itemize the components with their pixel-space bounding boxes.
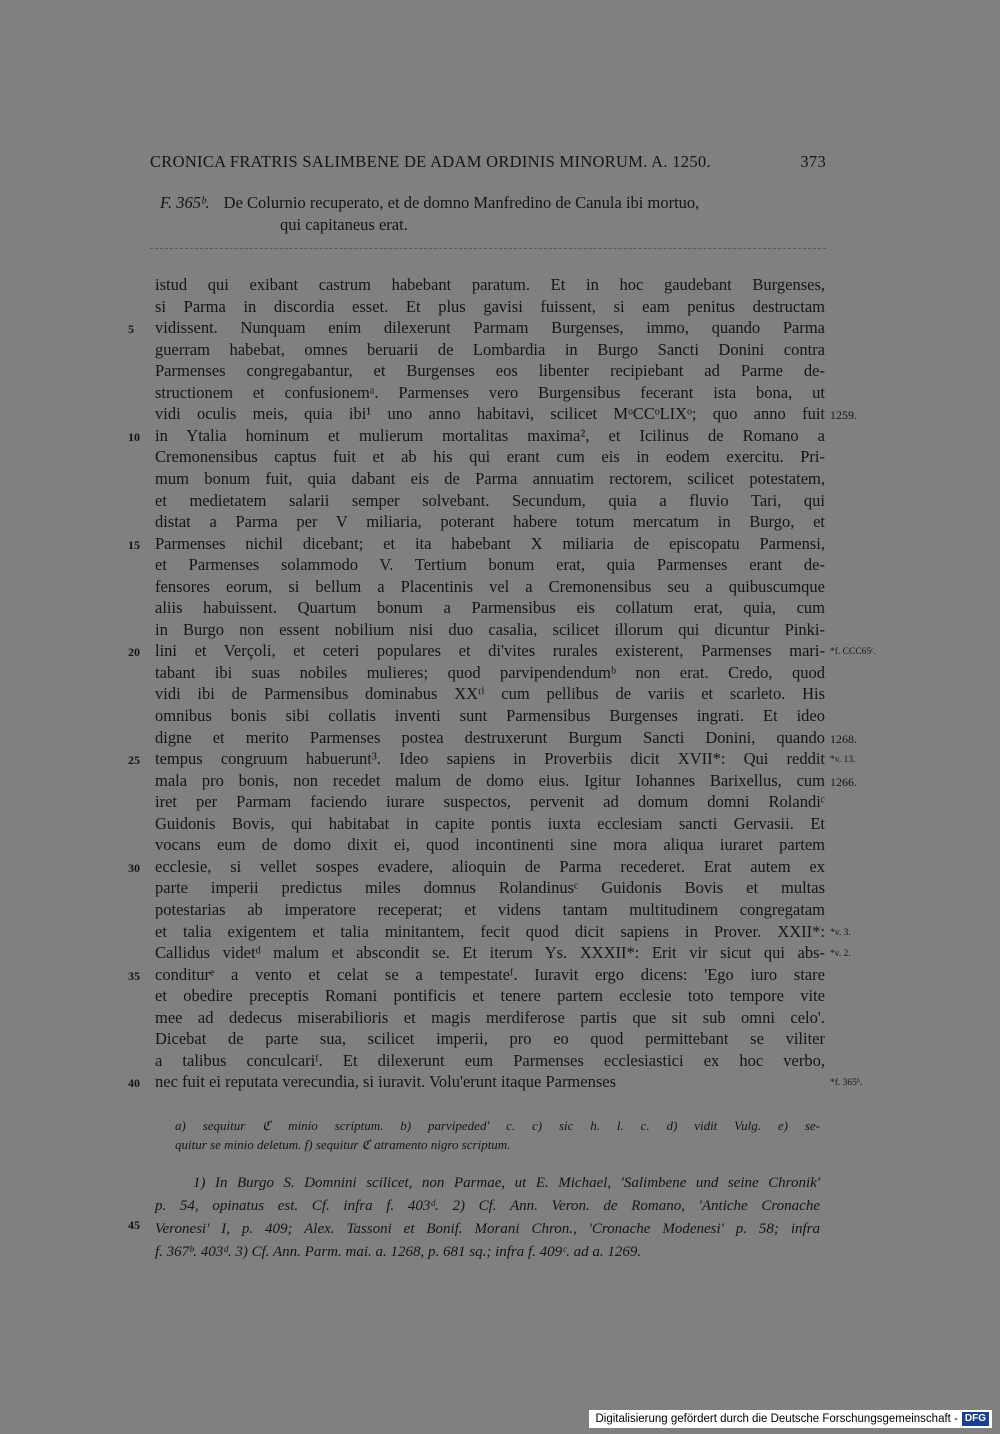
chapter-title-line-2: qui capitaneus erat. <box>280 215 408 234</box>
dfg-logo-icon: DFG <box>962 1412 989 1426</box>
text-line: a talibus conculcariᶠ. Et dilexerunt eum Parmenses ecclesiastici ex hoc verbo, <box>155 1050 825 1070</box>
text-line: Parmenses congregabantur, et Burgenses eos libenter recipiebant ad Parme de- <box>155 361 825 381</box>
text-line: ecclesie, si vellet sospes evadere, alioquin de Parma recederet. Erat autem ex <box>155 856 825 876</box>
text-line: digne et merito Parmenses postea destruxerunt Burgum Sancti Donini, quando <box>155 727 825 747</box>
text-line: iret per Parmam faciendo iurare suspectos, pervenit ad domum domni Rolandiᶜ <box>155 792 825 812</box>
text-line: si Parma in discordia esset. Et plus gavisi fuissent, si eam penitus destructam <box>155 296 825 316</box>
chapter-heading <box>160 192 826 236</box>
text-line: Guidonis Bovis, qui habitabat in capite pontis iuxta ecclesiam sancti Gervasii. Et <box>155 813 825 833</box>
text-line: vocans eum de domo dixit ei, quod incontinenti sine mora aliqua iuraret partem <box>155 835 825 855</box>
margin-note: *f. 365ᵇ. <box>830 1078 863 1089</box>
margin-note: 1268. <box>830 731 857 746</box>
text-line: et talia exigentem et talia minitantem, fecit quod dicit sapiens in Prover. XXII*: <box>155 921 825 941</box>
running-header <box>150 152 826 172</box>
footnote-line-number: 45 <box>128 1218 140 1232</box>
text-line: potestarias ab imperatore receperat; et videns tantam multitudinem congregatam <box>155 899 825 919</box>
folio-reference: F. 365ᵇ. <box>160 193 210 212</box>
footnote-line: 1) In Burgo S. Domnini scilicet, non Parmae, ut E. Michael, 'Salimbene und seine Chronik' <box>193 1175 820 1191</box>
footnote-line: p. 54, opinatus est. Cf. infra f. 403ᵈ. 2) Cf. Ann. Veron. de Romano, 'Antiche Cronache <box>155 1198 820 1214</box>
text-line: tabant ibi suas nobiles mulieres; quod parvipendendumᵇ non erat. Credo, quod <box>155 662 825 682</box>
apparatus-line: quitur se minio deletum. f) sequitur ℭ atramento nigro scriptum. <box>175 1137 511 1152</box>
text-line: et Parmenses solammodo V. Tertium bonum erat, quia Parmenses erant de- <box>155 555 825 575</box>
text-line: Callidus videtᵈ malum et abscondit se. Et iterum Ys. XXXII*: Erit vir sicut qui abs- <box>155 943 825 963</box>
text-line: structionem et confusionemᵃ. Parmenses vero Burgensibus fecerant ista bona, ut <box>155 382 825 402</box>
chapter-title-line-1: De Colurnio recuperato, et de domno Manfredino de Canula ibi mortuo, <box>223 193 700 212</box>
line-number: 20 <box>128 645 140 660</box>
digitization-credit <box>589 1410 992 1428</box>
text-line: tempus congruum habuerunt³. Ideo sapiens in Proverbiis dicit XVII*: Qui reddit <box>155 749 825 769</box>
text-line: et obedire preceptis Romani pontificis et tenere partem ecclesie toto tempore vite <box>155 986 825 1006</box>
page-number: 373 <box>800 152 826 171</box>
text-line: mee ad dedecus miserabilioris et magis merdiferose partis que sit sub omni celo'. <box>155 1007 825 1027</box>
line-number: 40 <box>128 1076 140 1091</box>
section-divider <box>150 248 826 249</box>
margin-note: *f. CCC65ᶜ. <box>830 647 876 658</box>
line-number: 30 <box>128 860 140 875</box>
line-number: 5 <box>128 322 134 337</box>
critical-apparatus <box>175 1116 820 1154</box>
margin-note: 1266. <box>830 774 857 789</box>
running-title: CRONICA FRATRIS SALIMBENE DE ADAM ORDINIS MINORUM. A. 1250. <box>150 152 711 171</box>
margin-note: *v. 13. <box>830 755 856 766</box>
text-line: vidi oculis meis, quia ibi¹ uno anno habitavi, scilicet MᵒCCᵒLIXᵒ; quo anno fuit <box>155 404 825 424</box>
text-line: Dicebat de parte sua, scilicet imperii, pro eo quod permittebant se viliter <box>155 1029 825 1049</box>
margin-note: *v. 2. <box>830 949 851 960</box>
text-line: nec fuit ei reputata verecundia, si iuravit. Volu'erunt itaque Parmenses <box>155 1072 617 1092</box>
credit-text: Digitalisierung gefördert durch die Deutsche Forschungsgemeinschaft - <box>595 1413 958 1425</box>
footnote-line: Veronesi' I, p. 409; Alex. Tassoni et Bonif. Morani Chron., 'Cronache Modenesi' p. 58; infra <box>155 1221 820 1237</box>
text-line: vidi ibi de Parmensibus dominabus XXᵗⁱ cum pellibus de variis et scarleto. His <box>155 684 825 704</box>
text-line: in Ytalia hominum et mulierum mortalitas maxima², et Icilinus de Romano a <box>155 425 825 445</box>
line-number: 25 <box>128 753 140 768</box>
text-line: in Burgo non essent nobilium nisi duo casalia, scilicet illorum qui dicuntur Pinki- <box>155 619 825 639</box>
text-line: Cremonensibus captus fuit et ab his qui erant cum eis in eodem exercitu. Pri- <box>155 447 825 467</box>
apparatus-line: a) sequitur ℭ minio scriptum. b) parvipeded' c. c) sic h. l. c. d) vidit Vulg. e) se- <box>175 1118 820 1133</box>
text-line: lini et Verçoli, et ceteri populares et di'vites rurales existerent, Parmenses mari- <box>155 641 825 661</box>
text-line: istud qui exibant castrum habebant paratum. Et in hoc gaudebant Burgenses, <box>155 275 825 294</box>
footnotes <box>155 1172 820 1264</box>
footnote-line: f. 367ᵇ. 403ᵈ. 3) Cf. Ann. Parm. mai. a. 1268, p. 681 sq.; infra f. 409ᶜ. ad a. 1269. <box>155 1244 642 1260</box>
line-number: 10 <box>128 429 140 444</box>
text-line: conditurᵉ a vento et celat se a tempestateᶠ. Iuravit ergo dicens: 'Ego iuro stare <box>155 964 825 984</box>
text-line: mum bonum fuit, quia dabant eis de Parma annuatim rectorem, scilicet potestatem, <box>155 468 825 488</box>
text-line: omnibus bonis sibi collatis inventi sunt Parmensibus Burgenses ingrati. Et ideo <box>155 706 825 725</box>
text-line: et medietatem salarii semper solvebant. Secundum, quia a fluvio Tari, qui <box>155 490 825 510</box>
text-line: Parmenses nichil dicebant; et ita habebant X miliaria de episcopatu Parmensi, <box>155 533 825 553</box>
text-line: parte imperii predictus miles domnus Rolandinusᶜ Guidonis Bovis et multas <box>155 878 825 898</box>
text-line: vidissent. Nunquam enim dilexerunt Parmam Burgenses, immo, quando Parma <box>155 318 825 338</box>
text-line: guerram habebat, omnes beruarii de Lombardia in Burgo Sancti Donini contra <box>155 339 825 359</box>
margin-note: *v. 3. <box>830 927 851 938</box>
text-line: mala pro bonis, non recedet malum de domo eius. Igitur Iohannes Barixellus, cum <box>155 770 825 790</box>
line-number: 35 <box>128 968 140 983</box>
margin-note: 1259. <box>830 408 857 423</box>
text-line: aliis habuissent. Quartum bonum a Parmensibus eis collatum erat, quia, cum <box>155 598 825 618</box>
text-line: distat a Parma per V miliaria, poterant habere totum mercatum in Burgo, et <box>155 512 825 532</box>
line-number: 15 <box>128 537 140 552</box>
text-line: fensores eorum, si bellum a Placentinis vel a Cremonensibus seu a quibuscumque <box>155 576 825 596</box>
